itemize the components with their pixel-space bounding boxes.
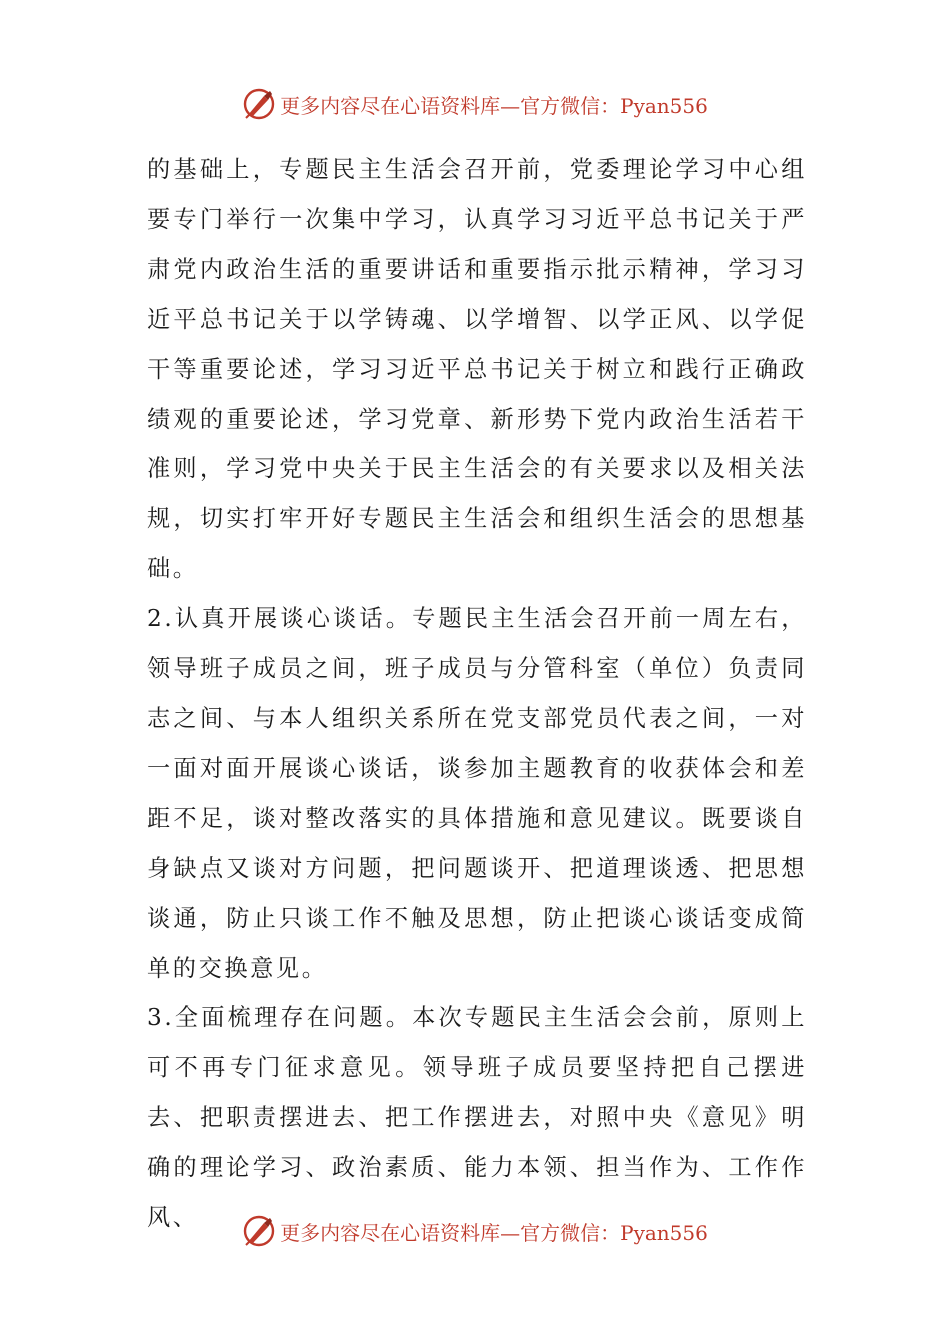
header-banner-text: 更多内容尽在心语资料库—官方微信：Pyan556 <box>280 93 708 118</box>
document-body <box>147 145 807 1243</box>
header-banner <box>0 84 950 124</box>
paragraph-heart-to-heart-talks: 2.认真开展谈心谈话。专题民主生活会召开前一周左右，领导班子成员之间，班子成员与分管科室（单位）负责同志之间、与本人组织关系所在党支部党员代表之间，一对一面对面开展谈心谈话，谈参加主题教育的收获体会和差距不足，谈对整改落实的具体措施和意见建议。既要谈自身缺点又谈对方问题，把问题谈开、把道理谈透、把思想谈通，防止只谈工作不触及思想，防止把谈心谈话变成简单的交换意见。 <box>147 605 807 982</box>
footer-banner-text: 更多内容尽在心语资料库—官方微信：Pyan556 <box>280 1220 708 1245</box>
paragraph-study: 的基础上，专题民主生活会召开前，党委理论学习中心组要专门举行一次集中学习，认真学习习近平总书记关于严肃党内政治生活的重要讲话和重要指示批示精神，学习习近平总书记关于以学铸魂、以学增智、以学正风、以学促干等重要论述，学习习近平总书记关于树立和践行正确政绩观的重要论述，学习党章、新形势下党内政治生活若干准则，学习党中央关于民主生活会的有关要求以及相关法规，切实打牢开好专题民主生活会和组织生活会的思想基础。 <box>147 156 807 583</box>
pen-quill-logo-icon <box>242 1214 276 1248</box>
pen-quill-logo-icon <box>242 87 276 121</box>
footer-banner <box>0 1211 950 1251</box>
paragraph-review-problems: 3.全面梳理存在问题。本次专题民主生活会会前，原则上可不再专门征求意见。领导班子成员要坚持把自己摆进去、把职责摆进去、把工作摆进去，对照中央《意见》明确的理论学习、政治素质、能力本领、担当作为、工作作风、 <box>147 1004 807 1232</box>
